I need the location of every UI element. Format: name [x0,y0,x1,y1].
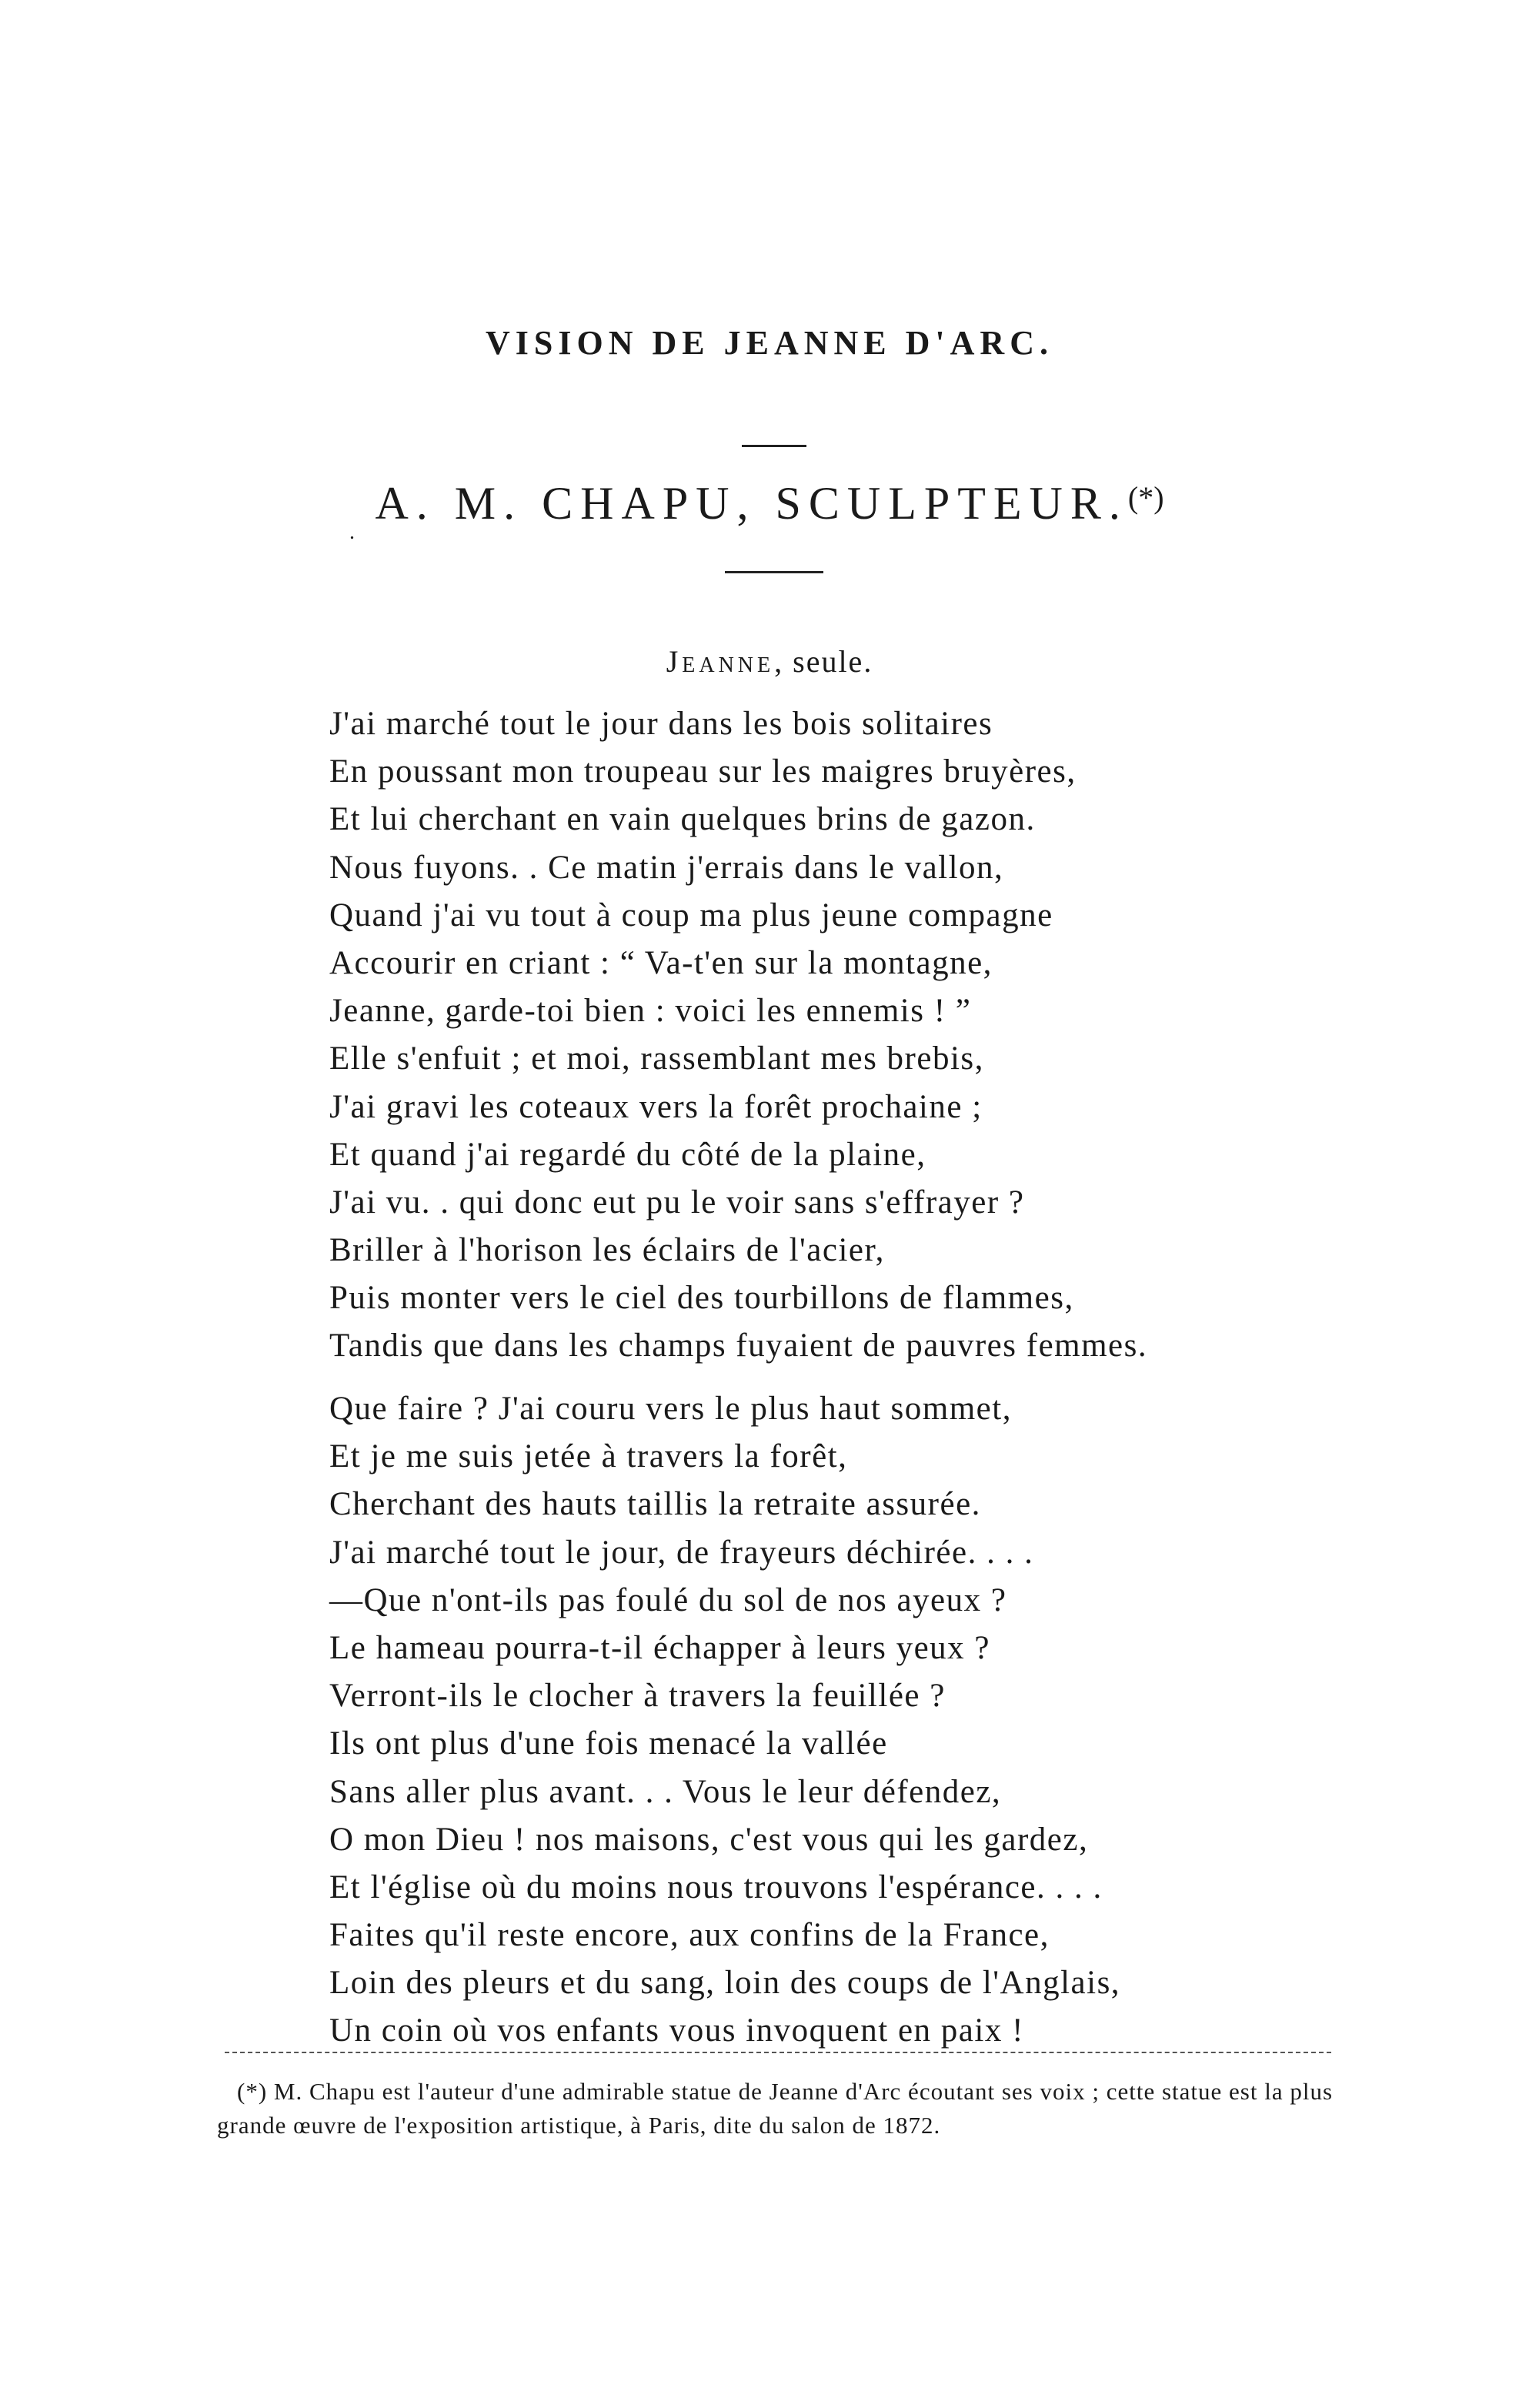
footnote-divider [225,2052,1331,2053]
verse-line: Et quand j'ai regardé du côté de la plaine, [329,1136,926,1173]
verse-line: O mon Dieu ! nos maisons, c'est vous qui les gardez, [329,1821,1089,1858]
verse-line: Nous fuyons. . Ce matin j'errais dans le vallon, [329,849,1004,886]
footnote [217,2075,1333,2142]
stanza-2 [329,1385,1253,2056]
dedication-divider [725,571,823,573]
verse-line: Ils ont plus d'une fois menacé la vallée [329,1725,888,1762]
poem-title: VISION DE JEANNE D'ARC. [486,324,1053,362]
stanza-1 [329,700,1253,1371]
verse-line: Faites qu'il reste encore, aux confins de la France, [329,1917,1050,1954]
verse-line: Briller à l'horison les éclairs de l'acier, [329,1232,885,1269]
title-divider [742,445,806,447]
verse-line: Accourir en criant : “ Va-t'en sur la montagne, [329,944,993,981]
verse-line: Sans aller plus avant. . . Vous le leur défendez, [329,1773,1002,1810]
verse-line: Puis monter vers le ciel des tourbillons de flammes, [329,1280,1074,1317]
verse-line: En poussant mon troupeau sur les maigres bruyères, [329,753,1077,790]
verse-line: Verront-ils le clocher à travers la feuillée ? [329,1678,946,1715]
speaker-name: Jeanne [666,644,775,679]
dedication-text: A. M. CHAPU, SCULPTEUR. [375,478,1128,529]
stray-dot: . [349,520,355,544]
verse-line: Que faire ? J'ai couru vers le plus haut sommet, [329,1391,1012,1427]
verse-line: Quand j'ai vu tout à coup ma plus jeune compagne [329,897,1053,933]
verse-line: Jeanne, garde-toi bien : voici les ennemis ! ” [329,993,972,1030]
footnote-text: M. Chapu est l'auteur d'une admirable statue de Jeanne d'Arc écoutant ses voix ; cette statue est la plus grande œuvre de l'exposition artistique, à Paris, dite du salon de 1872. [217,2078,1334,2139]
verse-line: Loin des pleurs et du sang, loin des coups de l'Anglais, [329,1965,1121,2002]
verse-line: —Que n'ont-ils pas foulé du sol de nos ayeux ? [329,1581,1007,1618]
verse-line: Et je me suis jetée à travers la forêt, [329,1438,848,1475]
verse-line: Et lui cherchant en vain quelques brins de gazon. [329,801,1036,838]
dedication [0,477,1539,530]
verse-line: J'ai gravi les coteaux vers la forêt prochaine ; [329,1088,983,1125]
verse-line: J'ai marché tout le jour, de frayeurs déchirée. . . . [329,1534,1034,1571]
verse-line: J'ai vu. . qui donc eut pu le voir sans s'effrayer ? [329,1184,1025,1221]
verse-line: J'ai marché tout le jour dans les bois solitaires [329,706,993,742]
footnote-reference: (*) [1127,480,1164,515]
verse-line: Un coin où vos enfants vous invoquent en paix ! [329,2012,1024,2049]
verse-line: Elle s'enfuit ; et moi, rassemblant mes brebis, [329,1040,984,1077]
footnote-mark: (*) [237,2078,268,2105]
verse-line: Cherchant des hauts taillis la retraite assurée. [329,1486,981,1523]
speaker-note: , seule. [774,644,873,679]
verse-line: Et l'église où du moins nous trouvons l'espérance. . . . [329,1869,1103,1905]
verse-line: Tandis que dans les champs fuyaient de pauvres femmes. [329,1328,1148,1364]
verse-line: Le hameau pourra-t-il échapper à leurs yeux ? [329,1629,991,1666]
speaker-direction [0,643,1539,680]
